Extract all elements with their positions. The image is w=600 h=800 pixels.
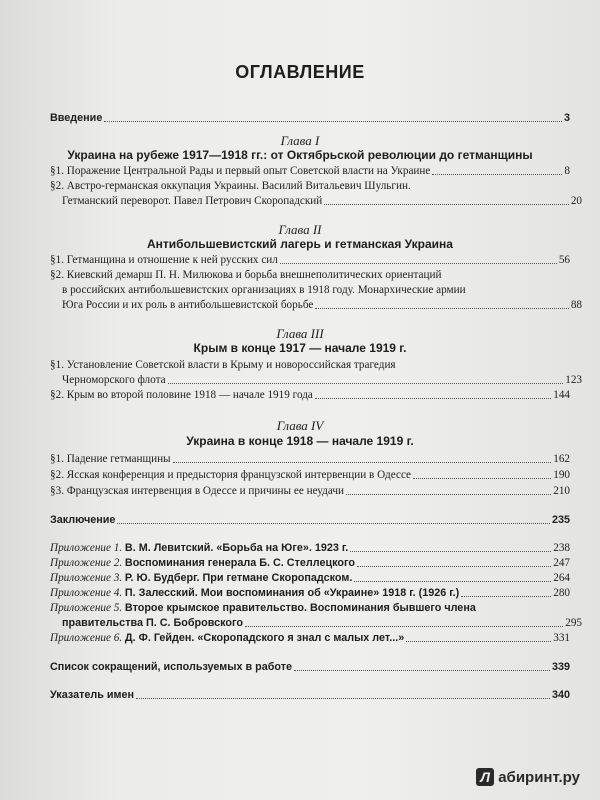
toc-page: 162 (553, 453, 570, 465)
toc-entry-line: §1. Установление Советской власти в Крыму и новороссийская трагедия (50, 359, 396, 371)
toc-label: Введение (50, 112, 103, 124)
toc-entry-line (50, 601, 476, 615)
toc-entry-line: §2. Киевский демарш П. Н. Милюкова и борьба внешнеполитических ориентаций (50, 269, 442, 281)
leader-dots (117, 523, 550, 524)
toc-entry-appendix (50, 631, 570, 645)
chapter-label: Глава II (278, 222, 322, 237)
leader-dots (350, 551, 551, 552)
leader-dots (280, 263, 557, 264)
labirint-watermark (476, 768, 580, 786)
toc-entry-line: в российских антибольшевистских организациях в 1918 году. Монархические армии (62, 284, 466, 296)
toc-page: 238 (553, 542, 570, 554)
toc-label: §2. Ясская конференция и предыстория французской интервенции в Одессе (50, 469, 412, 481)
toc-page: 210 (553, 485, 570, 497)
toc-page: 190 (553, 469, 570, 481)
leader-dots (346, 494, 551, 495)
leader-dots (245, 626, 563, 627)
toc-page: 339 (551, 661, 570, 673)
toc-page: 280 (553, 587, 570, 599)
toc-label: Второе крымское правительство. Воспоминания бывшего члена (124, 602, 476, 614)
watermark-text: абиринт.ру (498, 768, 580, 786)
toc-page: 8 (564, 165, 570, 177)
leader-dots (354, 581, 551, 582)
toc-entry-line: §2. Австро-германская оккупация Украины. Василий Витальевич Шульгин. (50, 180, 411, 192)
leader-dots (104, 121, 562, 122)
chapter-label: Глава IV (276, 418, 324, 433)
leader-dots (413, 478, 551, 479)
appendix-prefix: Приложение 4. (50, 587, 123, 599)
toc-page: 20 (570, 195, 582, 207)
toc-page: 56 (558, 254, 570, 266)
appendix-prefix: Приложение 5. (50, 602, 123, 614)
leader-dots (168, 383, 564, 384)
toc-entry-appendix (50, 616, 582, 630)
toc-entry-conclusion (50, 513, 570, 527)
toc-entry-section (50, 452, 570, 466)
toc-label: Черноморского флота (62, 374, 166, 386)
toc-entry-section (50, 253, 570, 267)
toc-label: Заключение (50, 514, 116, 526)
toc-entry-section (50, 388, 570, 402)
leader-dots (315, 308, 568, 309)
toc-label: В. М. Левитский. «Борьба на Юге». 1923 г. (124, 542, 349, 554)
leader-dots (461, 596, 551, 597)
toc-entry-section (50, 484, 570, 498)
leader-dots (324, 204, 569, 205)
chapter-title: Антибольшевистский лагерь и гетманская Украина (147, 237, 453, 251)
leader-dots (406, 641, 551, 642)
toc-entry-abbreviations (50, 660, 570, 674)
page-title: ОГЛАВЛЕНИЕ (235, 62, 365, 82)
leader-dots (136, 698, 550, 699)
toc-entry-section (50, 373, 582, 387)
chapter-title: Крым в конце 1917 — начале 1919 г. (193, 341, 407, 355)
appendix-prefix: Приложение 6. (50, 632, 123, 644)
toc-page: 3 (563, 112, 570, 124)
chapter-title: Украина на рубеже 1917—1918 гг.: от Октябрьской революции до гетманщины (67, 148, 533, 162)
labirint-logo-icon: Л (476, 768, 494, 786)
toc-entry-section (50, 194, 582, 208)
toc-entry-section (50, 468, 570, 482)
toc-label: Юга России и их роль в антибольшевистской борьбе (62, 299, 314, 311)
toc-label: §3. Французская интервенция в Одессе и причины ее неудачи (50, 485, 344, 497)
toc-page: 144 (553, 389, 570, 401)
toc-page: 123 (565, 374, 582, 386)
toc-page: 331 (553, 632, 570, 644)
toc-label: Указатель имен (50, 689, 135, 701)
toc-entry-index (50, 688, 570, 702)
toc-label: §1. Падение гетманщины (50, 453, 171, 465)
toc-label: П. Залесский. Мои воспоминания об «Украине» 1918 г. (1926 г.) (124, 587, 460, 599)
leader-dots (173, 462, 552, 463)
appendix-prefix: Приложение 2. (50, 557, 123, 569)
toc-label: Воспоминания генерала Б. С. Стеллецкого (124, 557, 355, 569)
chapter-title: Украина в конце 1918 — начале 1919 г. (186, 434, 414, 448)
toc-page: 295 (565, 617, 582, 629)
chapter-label: Глава I (280, 133, 320, 148)
toc-page: 88 (570, 299, 582, 311)
appendix-prefix: Приложение 1. (50, 542, 123, 554)
toc-label: §2. Крым во второй половине 1918 — начале 1919 года (50, 389, 313, 401)
appendix-prefix: Приложение 3. (50, 572, 123, 584)
toc-page: 340 (551, 689, 570, 701)
toc-entry-appendix (50, 571, 570, 585)
toc-entry-appendix (50, 556, 570, 570)
toc-entry-appendix (50, 541, 570, 555)
chapter-label: Глава III (276, 326, 324, 341)
leader-dots (432, 174, 562, 175)
leader-dots (357, 566, 551, 567)
toc-entry-section (50, 298, 582, 312)
toc-label: §1. Гетманщина и отношение к ней русских сил (50, 254, 278, 266)
leader-dots (315, 398, 551, 399)
toc-label: §1. Поражение Центральной Рады и первый опыт Советской власти на Украине (50, 165, 431, 177)
toc-entry-intro (50, 111, 570, 125)
toc-label: Гетманский переворот. Павел Петрович Скоропадский (62, 195, 323, 207)
toc-entry-section (50, 164, 570, 178)
toc-label: Р. Ю. Будберг. При гетмане Скоропадском. (124, 572, 353, 584)
toc-page: 264 (553, 572, 570, 584)
toc-label: правительства П. С. Бобровского (62, 617, 243, 629)
toc-page: 247 (553, 557, 570, 569)
toc-entry-appendix (50, 586, 570, 600)
leader-dots (294, 670, 550, 671)
toc-page: 235 (551, 514, 570, 526)
toc-label: Список сокращений, используемых в работе (50, 661, 293, 673)
toc-label: Д. Ф. Гейден. «Скоропадского я знал с малых лет...» (124, 632, 405, 644)
